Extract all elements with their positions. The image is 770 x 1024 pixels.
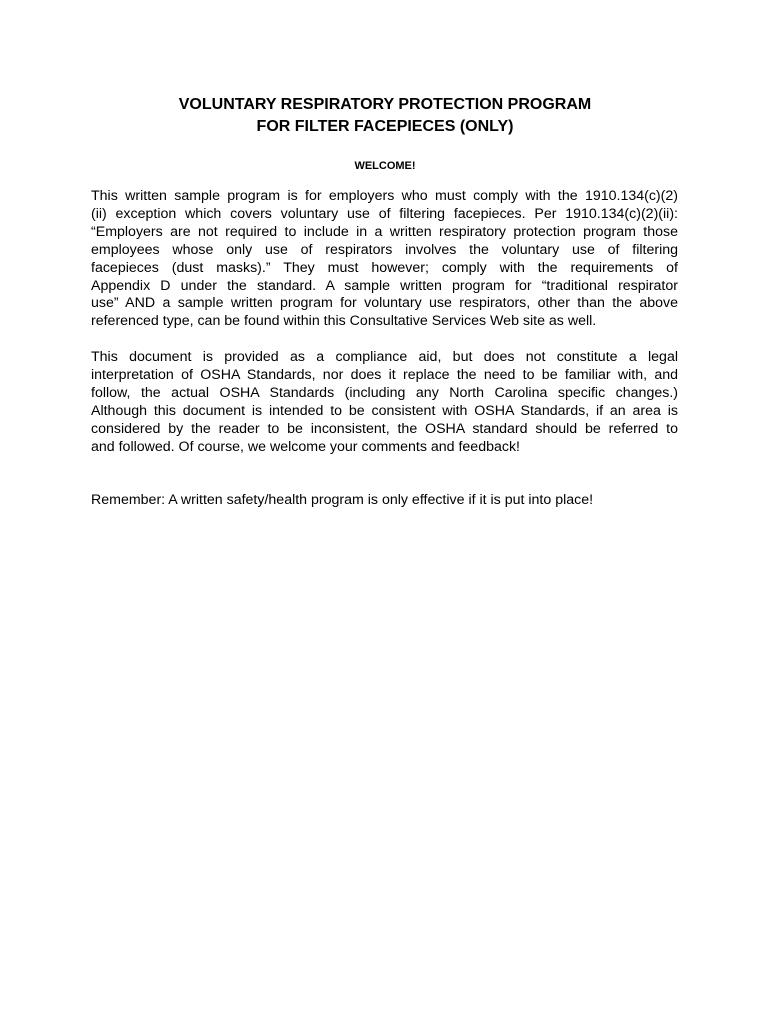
disclaimer-paragraph [91,349,678,456]
paragraph-line: employees whose only use of respirators involves the voluntary use of filtering [91,241,678,258]
paragraph-line: Although this document is intended to be consistent with OSHA Standards, if an area is [91,402,678,419]
paragraph-line: This document is provided as a compliance aid, but does not constitute a legal [91,349,678,365]
paragraph-line: use” AND a sample written program for voluntary use respirators, other than the above [91,295,678,312]
welcome-heading: WELCOME! [354,160,416,172]
document-title-line-2: FOR FILTER FACEPIECES (ONLY) [256,118,514,135]
paragraph-line: and followed. Of course, we welcome your comments and feedback! [91,438,520,455]
paragraph-line: follow, the actual OSHA Standards (including any North Carolina specific changes.) [91,384,678,401]
paragraph-line: This written sample program is for employers who must comply with the 1910.134(c)(2) [91,188,678,204]
paragraph-line: considered by the reader to be inconsistent, the OSHA standard should be referred to [91,420,678,437]
paragraph-line: referenced type, can be found within this Consultative Services Web site as well. [91,313,597,330]
paragraph-line: Appendix D under the standard. A sample written program for “traditional respirator [91,277,678,294]
document-title-line-1: VOLUNTARY RESPIRATORY PROTECTION PROGRAM [178,96,592,113]
remember-note: Remember: A written safety/health program is only effective if it is put into place! [91,492,594,508]
paragraph-line: interpretation of OSHA Standards, nor does it replace the need to be familiar with, and [91,366,678,383]
paragraph-line: (ii) exception which covers voluntary use of filtering facepieces. Per 1910.134(c)(2)(ii): [91,205,678,222]
paragraph-line: “Employers are not required to include in a written respiratory protection program those [91,223,678,240]
paragraph-line: facepieces (dust masks).” They must however; comply with the requirements of [91,259,678,276]
intro-paragraph [91,188,678,331]
